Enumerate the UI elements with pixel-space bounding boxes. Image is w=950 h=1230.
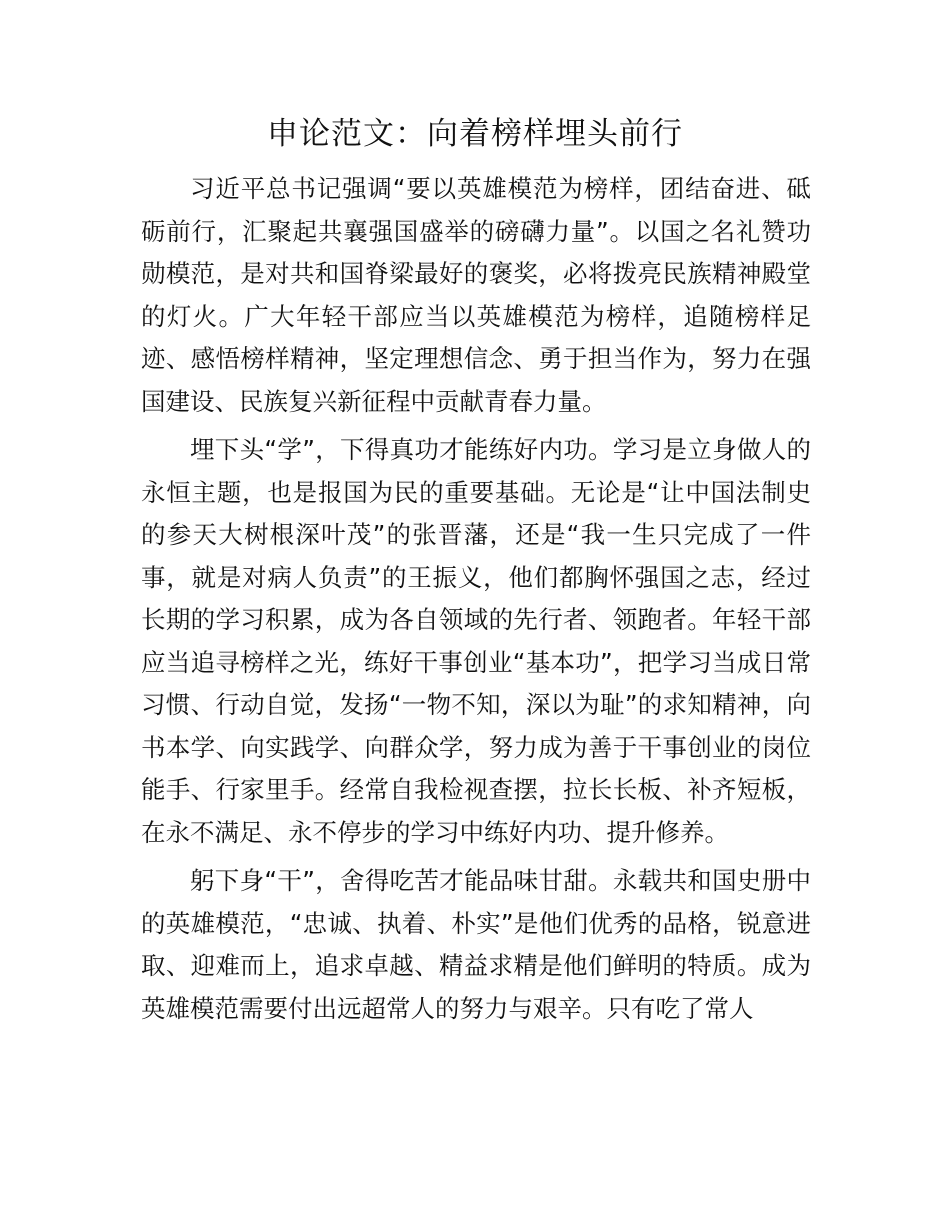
paragraph-study: 埋下头“学”，下得真功才能练好内功。学习是立身做人的永恒主题，也是报国为民的重要基础。无论是“让中国法制史的参天大树根深叶茂”的张晋藩，还是“我一生只完成了一件事，就是对病人负责”的王振义，他们都胸怀强国之志，经过长期的学习积累，成为各自领域的先行者、领跑者。年轻干部应当追寻榜样之光，练好干事创业“基本功”，把学习当成日常习惯、行动自觉，发扬“一物不知，深以为耻”的求知精神，向书本学、向实践学、向群众学，努力成为善于干事创业的岗位能手、行家里手。经常自我检视查摆，拉长长板、补齐短板，在永不满足、永不停步的学习中练好内功、提升修养。 (141, 435, 811, 847)
paragraph-intro: 习近平总书记强调“要以英雄模范为榜样，团结奋进、砥砺前行，汇聚起共襄强国盛举的磅礴力量”。以国之名礼赞功勋模范，是对共和国脊梁最好的褒奖，必将拨亮民族精神殿堂的灯火。广大年轻干部应当以英雄模范为榜样，追随榜样足迹、感悟榜样精神，坚定理想信念、勇于担当作为，努力在强国建设、民族复兴新征程中贡献青春力量。 (141, 174, 811, 416)
document-body (141, 168, 811, 1036)
paragraph-work: 躬下身“干”，舍得吃苦才能品味甘甜。永载共和国史册中的英雄模范，“忠诚、执着、朴实”是他们优秀的品格，锐意进取、迎难而上，追求卓越、精益求精是他们鲜明的特质。成为英雄模范需要付出远超常人的努力与艰辛。只有吃了常人 (141, 866, 811, 1023)
document-title: 申论范文：向着榜样埋头前行 (267, 116, 683, 152)
